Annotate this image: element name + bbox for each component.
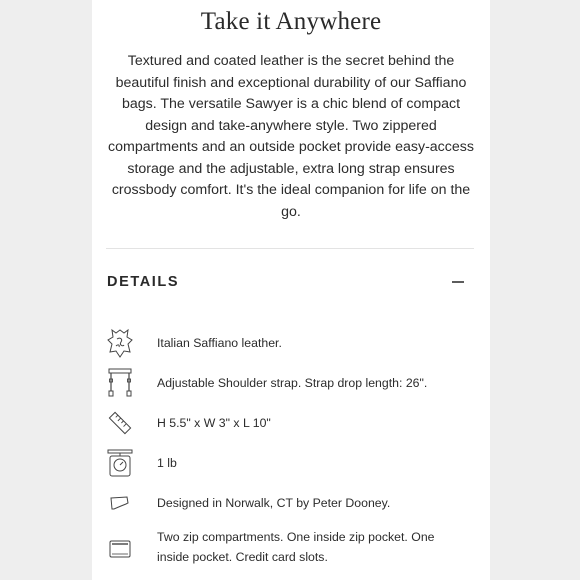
scale-icon	[106, 447, 134, 479]
detail-text: Two zip compartments. One inside zip pocket. One inside pocket. Credit card slots.	[157, 530, 435, 564]
details-title: DETAILS	[107, 274, 180, 290]
ruler-icon	[106, 407, 134, 439]
product-detail-panel	[92, 0, 490, 580]
divider	[106, 248, 474, 249]
detail-item-compartments	[106, 526, 474, 566]
detail-item-strap	[106, 366, 474, 402]
detail-item-dimensions	[106, 406, 474, 442]
section-title: Take it Anywhere	[200, 8, 382, 35]
shoulder-strap-icon	[106, 367, 134, 399]
detail-text: 1 lb	[157, 456, 177, 470]
detail-text: Adjustable Shoulder strap. Strap drop length: 26".	[157, 376, 428, 390]
zip-pocket-icon	[106, 532, 134, 564]
connecticut-map-icon	[106, 487, 134, 519]
section-description: Textured and coated leather is the secret behind the beautiful finish and exceptional durability of our Saffiano bags. The versatile Sawyer is a chic blend of compact design and take-anywhere style. Two zippered compartments and an outside pocket provide easy-access storage and the adjustable, extra long strap ensures crossbody comfort. It's the ideal companion for life on the go.	[108, 53, 474, 220]
detail-text: Italian Saffiano leather.	[157, 336, 282, 350]
detail-item-weight	[106, 446, 474, 482]
detail-text: Designed in Norwalk, CT by Peter Dooney.	[157, 496, 391, 510]
detail-item-leather	[106, 326, 474, 362]
leather-hide-icon	[106, 327, 134, 359]
details-accordion-header[interactable]	[106, 266, 474, 298]
detail-text: H 5.5" x W 3" x L 10"	[157, 416, 271, 430]
minus-icon[interactable]	[451, 275, 465, 289]
detail-item-origin	[106, 486, 474, 522]
